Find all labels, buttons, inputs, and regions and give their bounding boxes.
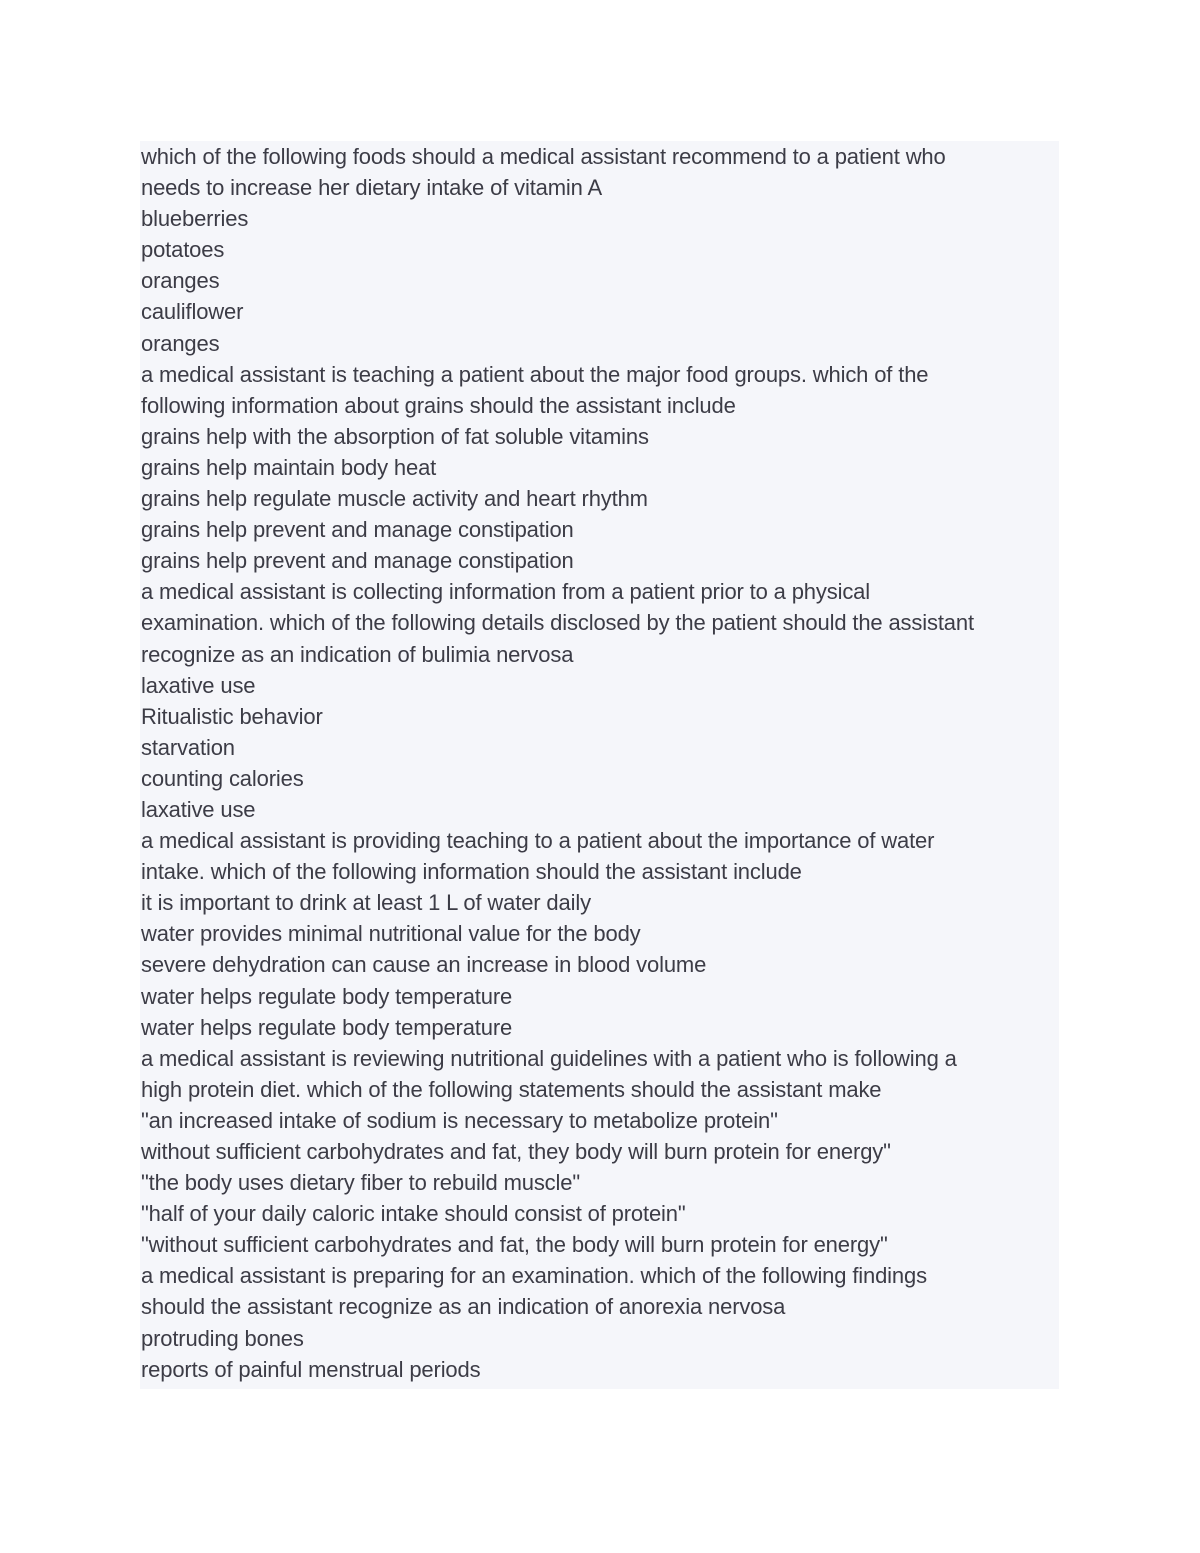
answer-option: grains help with the absorption of fat soluble vitamins bbox=[141, 423, 649, 449]
correct-answer: "without sufficient carbohydrates and fat, the body will burn protein for energy" bbox=[141, 1232, 888, 1258]
answer-option: counting calories bbox=[141, 765, 304, 791]
answer-option: starvation bbox=[141, 734, 235, 760]
answer-option: Ritualistic behavior bbox=[141, 703, 323, 729]
question-3-line-2: examination. which of the following details disclosed by the patient should the assistant bbox=[141, 610, 974, 636]
question-3-line-1: a medical assistant is collecting information from a patient prior to a physical bbox=[141, 579, 871, 605]
answer-option: protruding bones bbox=[141, 1325, 304, 1351]
question-6-line-1: a medical assistant is preparing for an examination. which of the following findings bbox=[141, 1263, 927, 1289]
answer-option: severe dehydration can cause an increase in blood volume bbox=[141, 952, 707, 978]
answer-option: "the body uses dietary fiber to rebuild muscle" bbox=[141, 1170, 581, 1196]
answer-option: laxative use bbox=[141, 672, 256, 698]
answer-option: oranges bbox=[141, 268, 220, 294]
question-4-line-1: a medical assistant is providing teaching to a patient about the importance of water bbox=[141, 828, 935, 854]
correct-answer: water helps regulate body temperature bbox=[141, 1014, 513, 1040]
answer-option: without sufficient carbohydrates and fat, they body will burn protein for energy" bbox=[141, 1139, 891, 1164]
question-6-line-2: should the assistant recognize as an indication of anorexia nervosa bbox=[141, 1294, 786, 1320]
question-1-line-2: needs to increase her dietary intake of vitamin A bbox=[141, 175, 603, 201]
answer-option: reports of painful menstrual periods bbox=[141, 1356, 481, 1382]
answer-option: water provides minimal nutritional value for the body bbox=[141, 921, 641, 947]
answer-option: grains help maintain body heat bbox=[141, 454, 437, 480]
answer-option: "half of your daily caloric intake should consist of protein" bbox=[141, 1201, 686, 1227]
answer-option: "an increased intake of sodium is necessary to metabolize protein" bbox=[141, 1107, 778, 1133]
answer-option: water helps regulate body temperature bbox=[141, 983, 513, 1009]
question-2-line-2: following information about grains should the assistant include bbox=[141, 392, 736, 418]
correct-answer: oranges bbox=[141, 330, 220, 356]
answer-option: it is important to drink at least 1 L of water daily bbox=[141, 890, 591, 916]
question-4-line-2: intake. which of the following information should the assistant include bbox=[141, 859, 802, 885]
question-2-line-1: a medical assistant is teaching a patient about the major food groups. which of the bbox=[141, 361, 929, 387]
question-5-line-1: a medical assistant is reviewing nutritional guidelines with a patient who is following a bbox=[141, 1045, 957, 1071]
answer-option: cauliflower bbox=[141, 299, 244, 325]
question-1-line-1: which of the following foods should a medical assistant recommend to a patient who bbox=[141, 144, 946, 169]
answer-option: grains help regulate muscle activity and heart rhythm bbox=[141, 486, 648, 512]
question-5-line-2: high protein diet. which of the following statements should the assistant make bbox=[141, 1076, 882, 1102]
answer-option: blueberries bbox=[141, 206, 249, 232]
question-3-line-3: recognize as an indication of bulimia nervosa bbox=[141, 641, 574, 667]
document-text-block bbox=[140, 141, 1059, 1389]
correct-answer: grains help prevent and manage constipation bbox=[141, 548, 574, 574]
correct-answer: laxative use bbox=[141, 796, 256, 822]
answer-option: grains help prevent and manage constipation bbox=[141, 517, 574, 543]
answer-option: potatoes bbox=[141, 237, 225, 263]
